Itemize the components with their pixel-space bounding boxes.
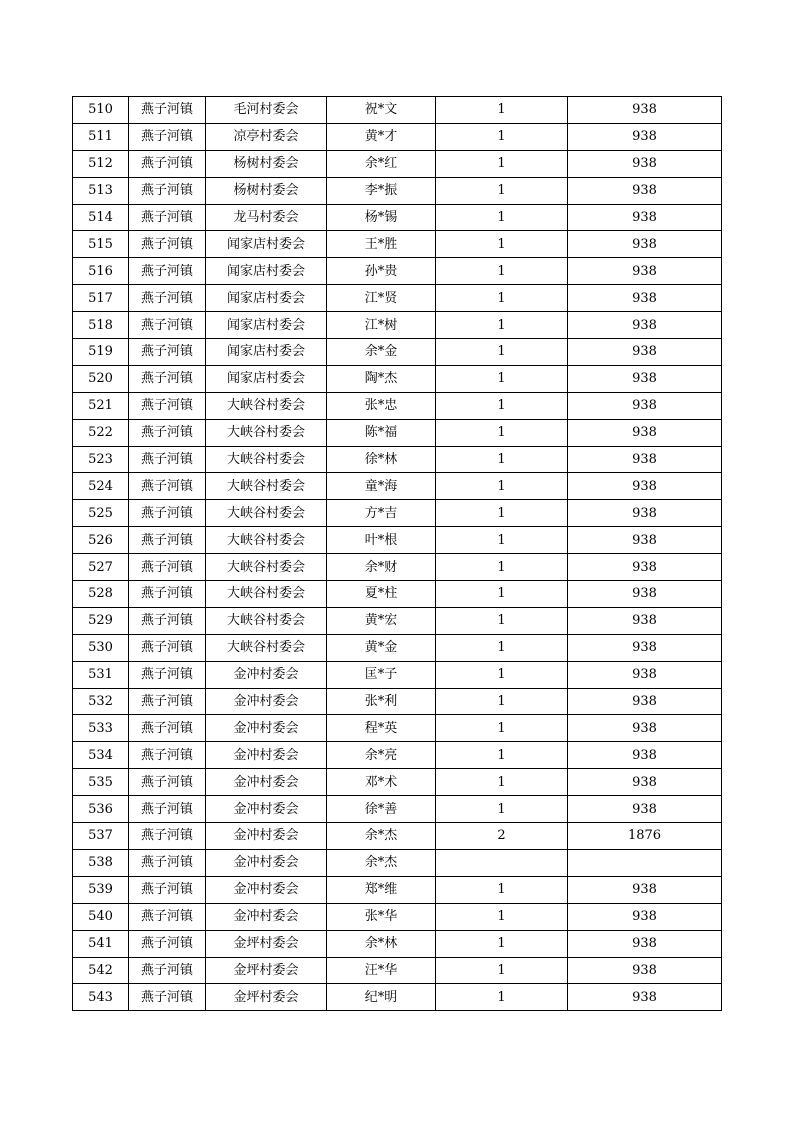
amount-cell: 938 — [568, 769, 722, 796]
row-number-cell: 531 — [73, 661, 129, 688]
amount-cell: 938 — [568, 365, 722, 392]
name-cell: 童*海 — [327, 473, 436, 500]
count-cell: 1 — [436, 957, 568, 984]
table-row — [73, 661, 722, 688]
table-row — [73, 581, 722, 608]
town-cell: 燕子河镇 — [129, 823, 206, 850]
count-cell: 2 — [436, 823, 568, 850]
count-cell — [436, 849, 568, 876]
name-cell: 余*金 — [327, 339, 436, 366]
town-cell: 燕子河镇 — [129, 204, 206, 231]
name-cell: 徐*善 — [327, 796, 436, 823]
row-number-cell: 518 — [73, 312, 129, 339]
name-cell: 江*树 — [327, 312, 436, 339]
table-row — [73, 392, 722, 419]
amount-cell: 938 — [568, 957, 722, 984]
village-committee-cell: 闻家店村委会 — [206, 285, 327, 312]
table-row — [73, 849, 722, 876]
count-cell: 1 — [436, 930, 568, 957]
name-cell: 杨*锡 — [327, 204, 436, 231]
name-cell: 程*英 — [327, 715, 436, 742]
town-cell: 燕子河镇 — [129, 231, 206, 258]
count-cell: 1 — [436, 339, 568, 366]
table-row — [73, 231, 722, 258]
village-committee-cell: 大峡谷村委会 — [206, 527, 327, 554]
table-row — [73, 500, 722, 527]
village-committee-cell: 金冲村委会 — [206, 715, 327, 742]
village-committee-cell: 闻家店村委会 — [206, 231, 327, 258]
village-committee-cell: 大峡谷村委会 — [206, 554, 327, 581]
town-cell: 燕子河镇 — [129, 930, 206, 957]
town-cell: 燕子河镇 — [129, 581, 206, 608]
name-cell: 余*红 — [327, 150, 436, 177]
village-committee-cell: 大峡谷村委会 — [206, 500, 327, 527]
count-cell: 1 — [436, 204, 568, 231]
table-row — [73, 823, 722, 850]
village-committee-cell: 大峡谷村委会 — [206, 634, 327, 661]
name-cell: 祝*文 — [327, 97, 436, 124]
amount-cell: 938 — [568, 473, 722, 500]
amount-cell: 938 — [568, 339, 722, 366]
table-row — [73, 688, 722, 715]
town-cell: 燕子河镇 — [129, 419, 206, 446]
name-cell: 匡*子 — [327, 661, 436, 688]
amount-cell: 1876 — [568, 823, 722, 850]
amount-cell: 938 — [568, 231, 722, 258]
town-cell: 燕子河镇 — [129, 150, 206, 177]
table-row — [73, 473, 722, 500]
count-cell: 1 — [436, 876, 568, 903]
table-row — [73, 742, 722, 769]
town-cell: 燕子河镇 — [129, 715, 206, 742]
table-body — [73, 97, 722, 1011]
table-row — [73, 285, 722, 312]
village-committee-cell: 金冲村委会 — [206, 769, 327, 796]
name-cell: 黄*宏 — [327, 607, 436, 634]
table-row — [73, 607, 722, 634]
village-committee-cell: 金冲村委会 — [206, 903, 327, 930]
name-cell: 王*胜 — [327, 231, 436, 258]
name-cell: 余*杰 — [327, 849, 436, 876]
amount-cell: 938 — [568, 903, 722, 930]
village-committee-cell: 金坪村委会 — [206, 984, 327, 1011]
town-cell: 燕子河镇 — [129, 473, 206, 500]
table-row — [73, 365, 722, 392]
amount-cell: 938 — [568, 419, 722, 446]
amount-cell: 938 — [568, 312, 722, 339]
town-cell: 燕子河镇 — [129, 446, 206, 473]
count-cell: 1 — [436, 446, 568, 473]
name-cell: 徐*林 — [327, 446, 436, 473]
town-cell: 燕子河镇 — [129, 177, 206, 204]
name-cell: 张*利 — [327, 688, 436, 715]
amount-cell: 938 — [568, 258, 722, 285]
row-number-cell: 525 — [73, 500, 129, 527]
table-row — [73, 769, 722, 796]
town-cell: 燕子河镇 — [129, 661, 206, 688]
village-committee-cell: 大峡谷村委会 — [206, 419, 327, 446]
row-number-cell: 532 — [73, 688, 129, 715]
name-cell: 方*吉 — [327, 500, 436, 527]
amount-cell: 938 — [568, 527, 722, 554]
town-cell: 燕子河镇 — [129, 796, 206, 823]
row-number-cell: 535 — [73, 769, 129, 796]
name-cell: 李*振 — [327, 177, 436, 204]
name-cell: 陈*福 — [327, 419, 436, 446]
count-cell: 1 — [436, 796, 568, 823]
name-cell: 叶*根 — [327, 527, 436, 554]
row-number-cell: 540 — [73, 903, 129, 930]
amount-cell: 938 — [568, 150, 722, 177]
table-row — [73, 984, 722, 1011]
row-number-cell: 522 — [73, 419, 129, 446]
table-row — [73, 796, 722, 823]
town-cell: 燕子河镇 — [129, 123, 206, 150]
village-committee-cell: 金冲村委会 — [206, 796, 327, 823]
town-cell: 燕子河镇 — [129, 688, 206, 715]
row-number-cell: 538 — [73, 849, 129, 876]
amount-cell: 938 — [568, 688, 722, 715]
count-cell: 1 — [436, 392, 568, 419]
village-committee-cell: 杨树村委会 — [206, 177, 327, 204]
table-row — [73, 876, 722, 903]
village-committee-cell: 大峡谷村委会 — [206, 473, 327, 500]
table-row — [73, 903, 722, 930]
row-number-cell: 511 — [73, 123, 129, 150]
row-number-cell: 541 — [73, 930, 129, 957]
row-number-cell: 529 — [73, 607, 129, 634]
table-row — [73, 554, 722, 581]
town-cell: 燕子河镇 — [129, 97, 206, 124]
table-row — [73, 634, 722, 661]
row-number-cell: 533 — [73, 715, 129, 742]
amount-cell: 938 — [568, 607, 722, 634]
name-cell: 余*亮 — [327, 742, 436, 769]
table-row — [73, 97, 722, 124]
table-row — [73, 204, 722, 231]
town-cell: 燕子河镇 — [129, 554, 206, 581]
row-number-cell: 527 — [73, 554, 129, 581]
count-cell: 1 — [436, 500, 568, 527]
amount-cell: 938 — [568, 796, 722, 823]
row-number-cell: 512 — [73, 150, 129, 177]
town-cell: 燕子河镇 — [129, 876, 206, 903]
count-cell: 1 — [436, 419, 568, 446]
town-cell: 燕子河镇 — [129, 285, 206, 312]
row-number-cell: 526 — [73, 527, 129, 554]
row-number-cell: 539 — [73, 876, 129, 903]
count-cell: 1 — [436, 177, 568, 204]
name-cell: 邓*术 — [327, 769, 436, 796]
amount-cell: 938 — [568, 634, 722, 661]
row-number-cell: 521 — [73, 392, 129, 419]
village-committee-cell: 龙马村委会 — [206, 204, 327, 231]
village-committee-cell: 闻家店村委会 — [206, 365, 327, 392]
count-cell: 1 — [436, 312, 568, 339]
amount-cell: 938 — [568, 285, 722, 312]
village-committee-cell: 大峡谷村委会 — [206, 392, 327, 419]
town-cell: 燕子河镇 — [129, 339, 206, 366]
name-cell: 陶*杰 — [327, 365, 436, 392]
count-cell: 1 — [436, 554, 568, 581]
village-committee-cell: 金坪村委会 — [206, 957, 327, 984]
amount-cell: 938 — [568, 715, 722, 742]
town-cell: 燕子河镇 — [129, 957, 206, 984]
count-cell: 1 — [436, 661, 568, 688]
name-cell: 张*华 — [327, 903, 436, 930]
village-committee-cell: 凉亭村委会 — [206, 123, 327, 150]
table-row — [73, 177, 722, 204]
village-committee-cell: 闻家店村委会 — [206, 339, 327, 366]
table-row — [73, 446, 722, 473]
amount-cell: 938 — [568, 984, 722, 1011]
row-number-cell: 530 — [73, 634, 129, 661]
village-committee-cell: 金冲村委会 — [206, 849, 327, 876]
table-row — [73, 715, 722, 742]
row-number-cell: 534 — [73, 742, 129, 769]
town-cell: 燕子河镇 — [129, 903, 206, 930]
village-committee-cell: 闻家店村委会 — [206, 312, 327, 339]
count-cell: 1 — [436, 150, 568, 177]
count-cell: 1 — [436, 984, 568, 1011]
count-cell: 1 — [436, 473, 568, 500]
village-committee-cell: 杨树村委会 — [206, 150, 327, 177]
count-cell: 1 — [436, 688, 568, 715]
row-number-cell: 519 — [73, 339, 129, 366]
town-cell: 燕子河镇 — [129, 392, 206, 419]
name-cell: 汪*华 — [327, 957, 436, 984]
town-cell: 燕子河镇 — [129, 258, 206, 285]
amount-cell: 938 — [568, 554, 722, 581]
table-row — [73, 258, 722, 285]
count-cell: 1 — [436, 903, 568, 930]
name-cell: 余*杰 — [327, 823, 436, 850]
row-number-cell: 524 — [73, 473, 129, 500]
amount-cell: 938 — [568, 500, 722, 527]
count-cell: 1 — [436, 365, 568, 392]
count-cell: 1 — [436, 231, 568, 258]
row-number-cell: 514 — [73, 204, 129, 231]
subsidy-table — [72, 96, 722, 1011]
amount-cell: 938 — [568, 876, 722, 903]
amount-cell: 938 — [568, 123, 722, 150]
count-cell: 1 — [436, 285, 568, 312]
town-cell: 燕子河镇 — [129, 849, 206, 876]
village-committee-cell: 金冲村委会 — [206, 661, 327, 688]
amount-cell: 938 — [568, 97, 722, 124]
count-cell: 1 — [436, 742, 568, 769]
name-cell: 黄*金 — [327, 634, 436, 661]
town-cell: 燕子河镇 — [129, 607, 206, 634]
name-cell: 纪*明 — [327, 984, 436, 1011]
village-committee-cell: 金冲村委会 — [206, 742, 327, 769]
amount-cell: 938 — [568, 581, 722, 608]
row-number-cell: 528 — [73, 581, 129, 608]
village-committee-cell: 闻家店村委会 — [206, 258, 327, 285]
row-number-cell: 513 — [73, 177, 129, 204]
row-number-cell: 536 — [73, 796, 129, 823]
town-cell: 燕子河镇 — [129, 312, 206, 339]
count-cell: 1 — [436, 607, 568, 634]
town-cell: 燕子河镇 — [129, 984, 206, 1011]
row-number-cell: 516 — [73, 258, 129, 285]
town-cell: 燕子河镇 — [129, 527, 206, 554]
amount-cell: 938 — [568, 177, 722, 204]
village-committee-cell: 大峡谷村委会 — [206, 607, 327, 634]
name-cell: 孙*贵 — [327, 258, 436, 285]
row-number-cell: 520 — [73, 365, 129, 392]
row-number-cell: 543 — [73, 984, 129, 1011]
count-cell: 1 — [436, 258, 568, 285]
village-committee-cell: 大峡谷村委会 — [206, 446, 327, 473]
name-cell: 余*林 — [327, 930, 436, 957]
town-cell: 燕子河镇 — [129, 500, 206, 527]
town-cell: 燕子河镇 — [129, 634, 206, 661]
amount-cell: 938 — [568, 446, 722, 473]
name-cell: 江*贤 — [327, 285, 436, 312]
count-cell: 1 — [436, 634, 568, 661]
name-cell: 夏*柱 — [327, 581, 436, 608]
table-row — [73, 419, 722, 446]
table-row — [73, 957, 722, 984]
table-row — [73, 312, 722, 339]
name-cell: 余*财 — [327, 554, 436, 581]
table-row — [73, 527, 722, 554]
amount-cell: 938 — [568, 930, 722, 957]
table-row — [73, 123, 722, 150]
amount-cell: 938 — [568, 661, 722, 688]
row-number-cell: 542 — [73, 957, 129, 984]
village-committee-cell: 大峡谷村委会 — [206, 581, 327, 608]
table-row — [73, 339, 722, 366]
count-cell: 1 — [436, 527, 568, 554]
table-row — [73, 150, 722, 177]
count-cell: 1 — [436, 715, 568, 742]
count-cell: 1 — [436, 581, 568, 608]
amount-cell — [568, 849, 722, 876]
town-cell: 燕子河镇 — [129, 742, 206, 769]
town-cell: 燕子河镇 — [129, 769, 206, 796]
village-committee-cell: 毛河村委会 — [206, 97, 327, 124]
amount-cell: 938 — [568, 204, 722, 231]
count-cell: 1 — [436, 123, 568, 150]
row-number-cell: 523 — [73, 446, 129, 473]
village-committee-cell: 金冲村委会 — [206, 876, 327, 903]
row-number-cell: 510 — [73, 97, 129, 124]
amount-cell: 938 — [568, 742, 722, 769]
village-committee-cell: 金坪村委会 — [206, 930, 327, 957]
name-cell: 郑*维 — [327, 876, 436, 903]
village-committee-cell: 金冲村委会 — [206, 823, 327, 850]
table-row — [73, 930, 722, 957]
name-cell: 张*忠 — [327, 392, 436, 419]
town-cell: 燕子河镇 — [129, 365, 206, 392]
row-number-cell: 537 — [73, 823, 129, 850]
name-cell: 黄*才 — [327, 123, 436, 150]
row-number-cell: 517 — [73, 285, 129, 312]
count-cell: 1 — [436, 769, 568, 796]
row-number-cell: 515 — [73, 231, 129, 258]
amount-cell: 938 — [568, 392, 722, 419]
count-cell: 1 — [436, 97, 568, 124]
village-committee-cell: 金冲村委会 — [206, 688, 327, 715]
